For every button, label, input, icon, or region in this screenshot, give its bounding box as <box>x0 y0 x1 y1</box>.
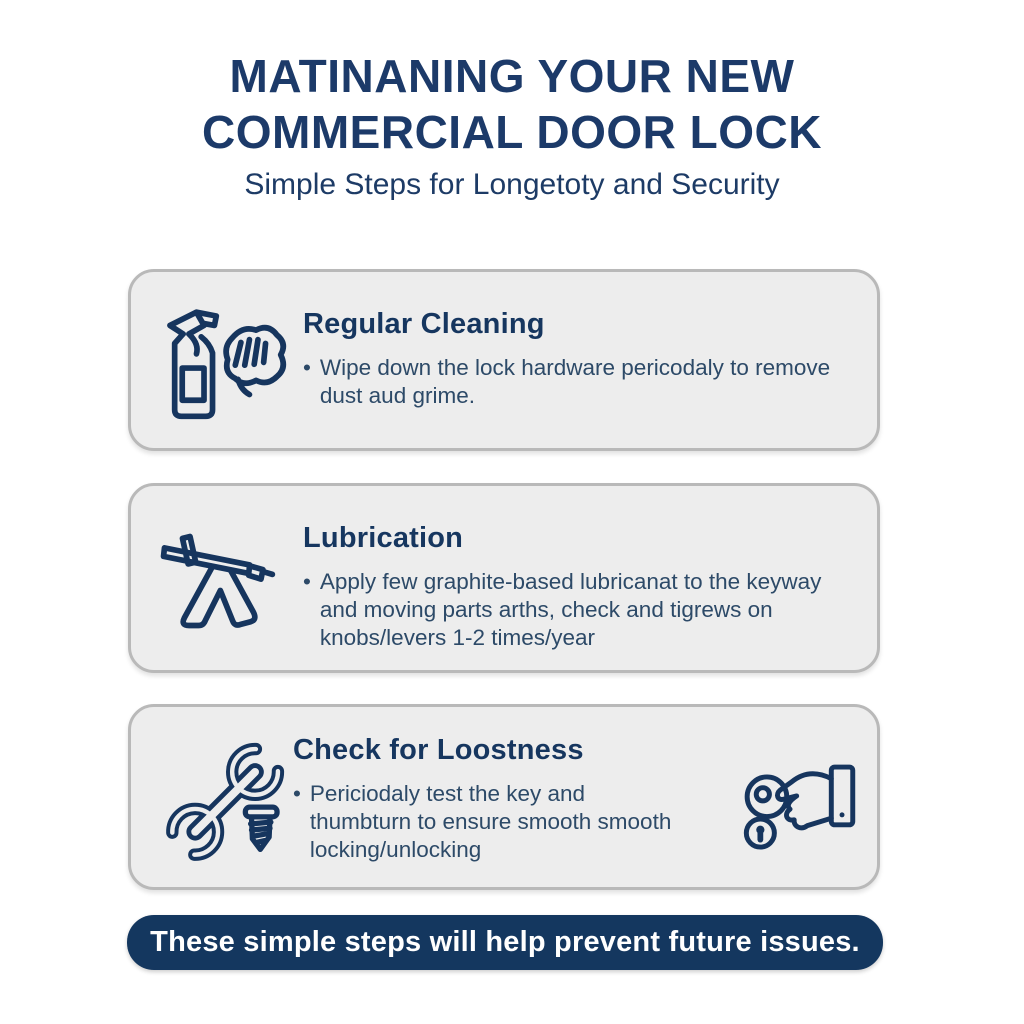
bullet-marker: • <box>293 781 301 806</box>
card-bullet-check-for-loostness: Periciodaly test the key and thumbturn to ensure smooth smooth locking/unlocking <box>309 781 672 862</box>
title-line-1: MATINANING YOUR NEW <box>229 50 795 102</box>
card-title-check-for-loostness: Check for Loostness <box>293 734 584 766</box>
card-bullet-regular-cleaning: Wipe down the lock hardware pericodaly to remove dust aud grime. <box>319 355 831 408</box>
card-title-regular-cleaning: Regular Cleaning <box>303 308 545 340</box>
poster-subtitle: Simple Steps for Longetoty and Security <box>244 168 780 201</box>
card-check-for-loostness <box>128 704 880 890</box>
grease-gun-icon <box>155 520 297 642</box>
spray-bottle-and-wiping-hand-icon <box>151 296 293 424</box>
title-line-2: COMMERCIAL DOOR LOCK <box>202 106 822 158</box>
bullet-marker: • <box>303 355 311 380</box>
poster-title <box>0 48 1024 160</box>
hand-holding-key-icon <box>729 755 861 855</box>
card-title-lubrication: Lubrication <box>303 522 464 554</box>
card-lubrication <box>128 483 880 673</box>
bullet-marker: • <box>303 569 311 594</box>
footer-banner-text: These simple steps will help prevent future issues. <box>150 926 860 958</box>
card-regular-cleaning <box>128 269 880 451</box>
wrench-and-screw-icon <box>159 735 293 867</box>
card-bullet-lubrication: Apply few graphite-based lubricanat to the keyway and moving parts arths, check and tigrews on knobs/levers 1-2 times/year <box>319 569 822 650</box>
footer-banner <box>127 915 883 970</box>
